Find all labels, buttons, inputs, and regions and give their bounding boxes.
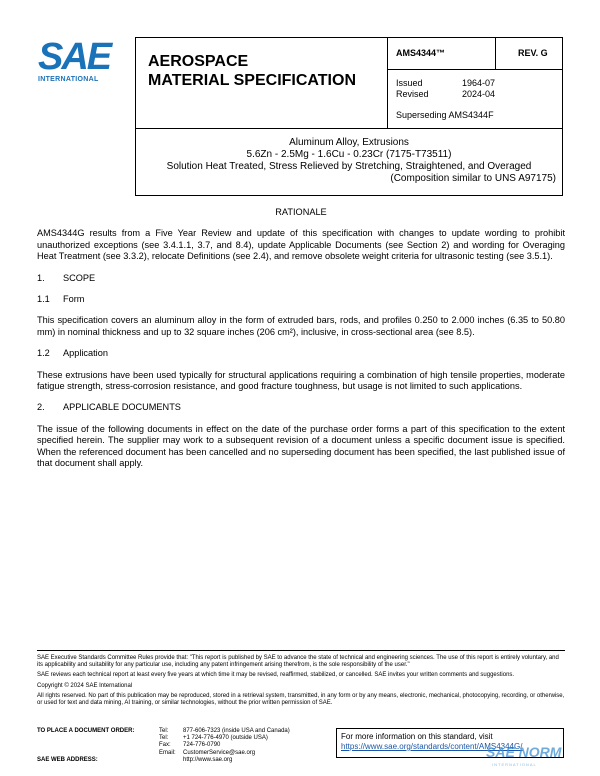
watermark-subtitle: INTERNATIONAL bbox=[492, 762, 537, 767]
section-number: 2. bbox=[37, 402, 45, 413]
section-1-1-text: This specification covers an aluminum alloy in the form of extruded bars, rods, and profiles 0.250 to 2.000 inches (6.35 to 50.80 mm) in nominal thickness and up to 32 square inches (206 cm²), inclusive, in cross-sectional area (see 8.5). bbox=[37, 315, 565, 337]
title-line-2: MATERIAL SPECIFICATION bbox=[148, 72, 356, 89]
doc-number: AMS4344™ bbox=[388, 38, 496, 70]
document-body bbox=[37, 205, 565, 480]
section-title: SCOPE bbox=[63, 272, 96, 283]
tel-label: Tel: bbox=[159, 735, 169, 742]
footer-copyright: Copyright © 2024 SAE International bbox=[37, 682, 133, 689]
order-label: TO PLACE A DOCUMENT ORDER: bbox=[37, 728, 135, 734]
revision: REV. G bbox=[496, 38, 562, 70]
footer-notes bbox=[37, 650, 565, 710]
section-number: 1. bbox=[37, 272, 45, 283]
more-info-text: For more information on this standard, visit bbox=[341, 732, 493, 741]
web-address[interactable]: http://www.sae.org bbox=[183, 756, 233, 763]
section-number: 1.2 bbox=[37, 348, 50, 359]
section-1-2-text: These extrusions have been used typically for structural applications requiring a combination of high tensile properties, moderate fatigue strength, stress-corrosion resistance, and good fracture toughness, but usage is not limited to such applications. bbox=[37, 369, 565, 392]
watermark: SAE NORM bbox=[486, 744, 562, 760]
web-label: SAE WEB ADDRESS: bbox=[37, 756, 98, 763]
section-1-heading bbox=[37, 273, 565, 284]
section-1-2-heading bbox=[37, 348, 565, 359]
footer-divider bbox=[37, 650, 565, 651]
subject-line-4: (Composition similar to UNS A97175) bbox=[390, 173, 556, 184]
title-cell bbox=[136, 38, 388, 128]
subject-line-1: Aluminum Alloy, Extrusions bbox=[289, 137, 409, 148]
title-line-1: AEROSPACE bbox=[148, 53, 249, 70]
tel-2: +1 724-776-4970 (outside USA) bbox=[183, 735, 268, 742]
issued-label: Issued bbox=[396, 78, 423, 88]
footer-review: SAE reviews each technical report at least every five years at which time it may be revised, reaffirmed, stabilized, or cancelled. SAE invites your written comments and suggestions. bbox=[37, 672, 515, 679]
subject-line-3: Solution Heat Treated, Stress Relieved by Stretching, Straightened, and Overaged bbox=[166, 161, 532, 172]
issued-date: 1964-07 bbox=[462, 78, 496, 88]
standard-link[interactable]: https://www.sae.org/standards/content/AMS4344G/ bbox=[341, 742, 523, 751]
section-number: 1.1 bbox=[37, 294, 50, 305]
email-address[interactable]: CustomerService@sae.org bbox=[183, 749, 256, 756]
subject-line-2: 5.6Zn - 2.5Mg - 1.6Cu - 0.23Cr (7175-T73511) bbox=[246, 149, 452, 160]
footer-rules: SAE Executive Standards Committee Rules provide that: "This report is published by SAE to advance the state of technical and engineering sciences. The use of this report is entirely voluntary, and its applicability and suitability for any particular use, including any patent infringement arising therefrom, is the sole responsibility of the user." bbox=[37, 655, 559, 669]
revised-label: Revised bbox=[396, 89, 429, 99]
section-1-1-heading bbox=[37, 294, 565, 305]
document-title bbox=[148, 52, 356, 90]
fax-number: 724-776-0790 bbox=[183, 742, 221, 749]
revised-date: 2024-04 bbox=[462, 89, 496, 99]
section-title: Application bbox=[63, 348, 108, 359]
logo-mark: SAE bbox=[38, 36, 111, 78]
logo-subtitle: INTERNATIONAL bbox=[38, 76, 99, 83]
fax-label: Fax: bbox=[159, 742, 171, 749]
sae-logo bbox=[38, 38, 122, 86]
section-2-heading bbox=[37, 402, 565, 413]
superseding: Superseding AMS4344F bbox=[396, 110, 494, 120]
order-contact bbox=[37, 728, 337, 764]
rationale-text: AMS4344G results from a Five Year Review and update of this specification with changes to update wording to prohibit unauthorized exceptions (see 3.4.1.1, 3.7, and 8.4), update Applicable Documents (see Section 2) and wording for Overaging Heat Treatment (see 3.3.2), relocate Definitions (see 2.4), and remove obsolete weight criteria for ultrasonic testing (see 3.5.1). bbox=[37, 228, 565, 262]
subject-box bbox=[135, 128, 563, 196]
header-meta bbox=[388, 38, 562, 128]
section-title: Form bbox=[63, 294, 85, 305]
section-title: APPLICABLE DOCUMENTS bbox=[63, 402, 181, 413]
email-label: Email: bbox=[159, 749, 176, 756]
tel-1: 877-606-7323 (inside USA and Canada) bbox=[183, 728, 290, 734]
tel-label: Tel: bbox=[159, 728, 169, 734]
footer-rights: All rights reserved. No part of this publication may be reproduced, stored in a retrieval system, transmitted, in any form or by any means, electronic, mechanical, photocopying, recording, or otherwise, or used for text and data mining, AI training, or similar technologies, without the prior written permission of SAE. bbox=[37, 692, 565, 707]
section-2-text: The issue of the following documents in effect on the date of the purchase order forms a part of this specification to the extent specified herein. The supplier may work to a subsequent revision of a document unless a specific document issue is specified. When the referenced document has been cancelled and no superseding document has been specified, the last published issue of that document shall apply. bbox=[37, 423, 565, 469]
header-box bbox=[135, 37, 563, 129]
rationale-heading: RATIONALE bbox=[275, 207, 327, 217]
dates-block bbox=[396, 78, 495, 100]
